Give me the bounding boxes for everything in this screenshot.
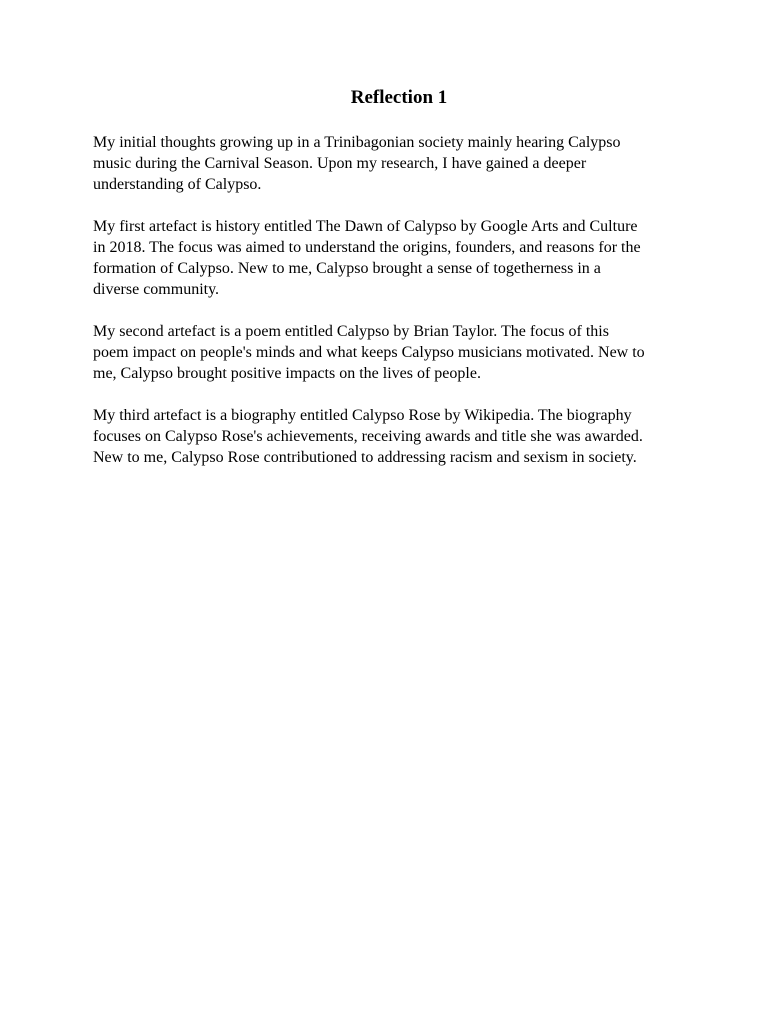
paragraph-second-artefact: My second artefact is a poem entitled Calypso by Brian Taylor. The focus of this poem impact on people's minds and what keeps Calypso musicians motivated. New to me, Calypso brought positive impacts on the lives of people. xyxy=(93,323,645,382)
document-title: Reflection 1 xyxy=(350,87,448,108)
paragraph-third-artefact: My third artefact is a biography entitled Calypso Rose by Wikipedia. The biography focuses on Calypso Rose's achievements, receiving awards and title she was awarded. New to me, Calypso Rose contributioned to addressing racism and sexism in society. xyxy=(93,407,643,466)
paragraph-first-artefact: My first artefact is history entitled The Dawn of Calypso by Google Arts and Culture in 2018. The focus was aimed to understand the origins, founders, and reasons for the formation of Calypso. New to me, Calypso brought a sense of togetherness in a diverse community. xyxy=(93,218,641,298)
paragraph-initial-thoughts: My initial thoughts growing up in a Trinibagonian society mainly hearing Calypso music during the Carnival Season. Upon my research, I have gained a deeper understanding of Calypso. xyxy=(93,134,621,193)
